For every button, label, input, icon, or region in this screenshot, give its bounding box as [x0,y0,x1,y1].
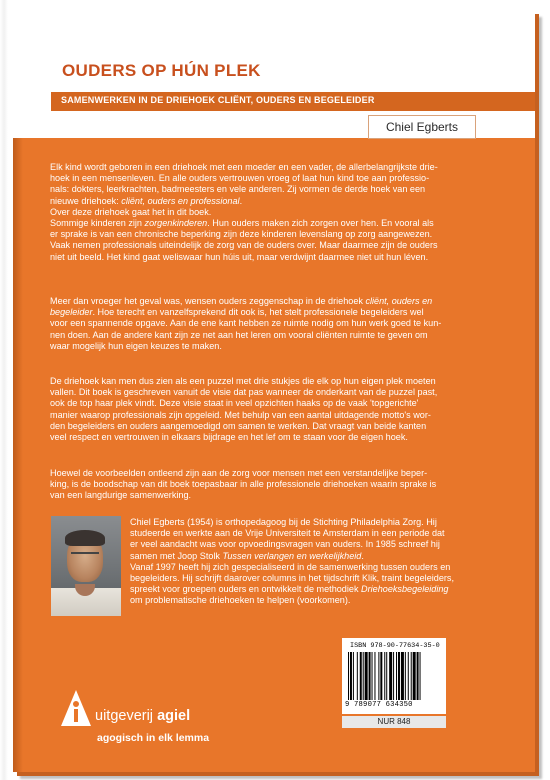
text-line: van een langdurige samenwerking. [50,490,192,501]
barcode-digits: 9 789077 634350 [345,701,413,709]
text-line: den begeleiders en ouders aangemoedigd om samen te werken. Dat vraagt van beide kanten [50,420,427,431]
text-line: Hoewel de voorbeelden ontleend zijn aan de zorg voor mensen met een verstandelijke beper- [50,468,428,478]
text-line: Over deze driehoek gaat het in dit boek. [50,206,212,217]
blurb-paragraph-1 [50,162,480,263]
text-line: studeerde en werkte aan de Vrije Universiteit te Amsterdam in een periode dat [130,528,445,539]
publisher-name [95,708,190,724]
text-line: ook de top haar plek vindt. Deze visie staat in veel opzichten haaks op de vaak 'topgerichte' [50,398,419,409]
author-photo [51,516,121,616]
nur-code: NUR 848 [342,716,446,728]
barcode-bars [348,652,440,700]
text-line: Chiel Egberts (1954) is orthopedagoog bij de Stichting Philadelphia Zorg. Hij [130,517,437,527]
author-bio [130,517,480,607]
text-line: er veel aandacht was voor opvoedingsvragen van ouders. In 1985 schreef hij [130,539,440,550]
publisher-tagline: agogisch in elk lemma [97,732,210,744]
text-line: hoek in een mensenleven. En alle ouders vertrouwen vroeg of laat hun kind toe aan professio- [50,173,430,184]
barcode-box [342,638,446,714]
text-line: niet uit beeld. Het kind gaat weliswaar hun húis uit, maar verdwijnt daarmee niet uit hun léven. [50,251,429,262]
blurb-paragraph-4 [50,468,480,502]
text-line: veel respect en vertrouwen in elkaars bijdrage en het lef om te staan voor de eigen hoek. [50,432,408,443]
text-line: vallen. Dit boek is geschreven vanuit de visie dat pas wanneer de onderkant van de puzzel past, [50,387,438,398]
book-back-cover [13,10,535,772]
text-line: Meer dan vroeger het geval was, wensen ouders zeggenschap in de driehoek cliënt, ouders en [50,296,433,306]
isbn-text: ISBN 978-90-77634-35-0 [350,642,440,650]
text-line: begeleider. Hoe terecht en vanzelfsprekend dit ook is, het stelt professionele begeleiders wel [50,307,424,318]
book-title: OUDERS OP HÚN PLEK [62,61,261,80]
text-line: nals: dokters, leerkrachten, badmeesters en vele anderen. Zij vormen de derde hoek van een [50,184,426,195]
publisher-logo-icon [61,690,91,726]
publisher-name-plain: uitgeverij [95,708,158,724]
text-line: Vanaf 1997 heeft hij zich gespecialiseerd in de samenwerking tussen ouders en [130,561,451,572]
text-line: De driehoek kan men dus zien als een puzzel met drie stukjes die elk op hun eigen plek moeten [50,376,436,386]
blurb-paragraph-2 [50,296,480,352]
text-line: er sprake is van een chronische beperking zijn deze kinderen levenslang op zorg aangewezen. [50,229,433,240]
blurb-paragraph-3 [50,376,480,443]
text-line: Elk kind wordt geboren in een driehoek met een moeder en een vader, de allerbelangrijkste drie- [50,162,438,172]
author-label-box [368,115,476,139]
author-name: Chiel Egberts [385,120,459,134]
subtitle-bar [51,92,535,111]
publisher-name-bold: agiel [157,708,191,724]
text-line: voor een spannende opgave. Aan de ene kant hebben ze ruimte nodig om hun werk goed te kun- [50,318,442,329]
text-line: Vaak nemen professionals uiteindelijk de zorg van de ouders over. Maar daarmee zijn de ouders [50,240,438,251]
text-line: king, is de boodschap van dit boek toepasbaar in alle professionele driehoeken waarin sprake is [50,479,437,490]
text-line: begeleiders. Hij schrijft daarover columns in het tijdschrift Klik, traint begeleiders, [130,573,454,584]
text-line: samen met Joop Stolk Tussen verlangen en werkelijkheid. [130,550,364,561]
text-line: Sommige kinderen zijn zorgenkinderen. Hun ouders maken zich zorgen over hen. En vooral als [50,218,434,229]
text-line: manier waarop professionals zijn opgeleid. Met behulp van een aantal uitdagende motto's wor- [50,409,431,420]
text-line: nieuwe driehoek: cliënt, ouders en professional. [50,195,243,206]
book-subtitle: SAMENWERKEN IN DE DRIEHOEK CLIËNT, OUDERS EN BEGELEIDER [61,95,375,105]
text-line: spreekt voor groepen ouders en ontwikkelt de methodiek Driehoeksbegeleiding [130,584,449,595]
text-line: nen doen. Aan de andere kant zijn ze net aan het leren om vooral cliënten ruimte te geven om [50,329,428,340]
text-line: waar mogelijk hun eigen keuzes te maken. [50,340,222,351]
text-line: om problematische driehoeken te helpen (voorkomen). [130,595,351,606]
